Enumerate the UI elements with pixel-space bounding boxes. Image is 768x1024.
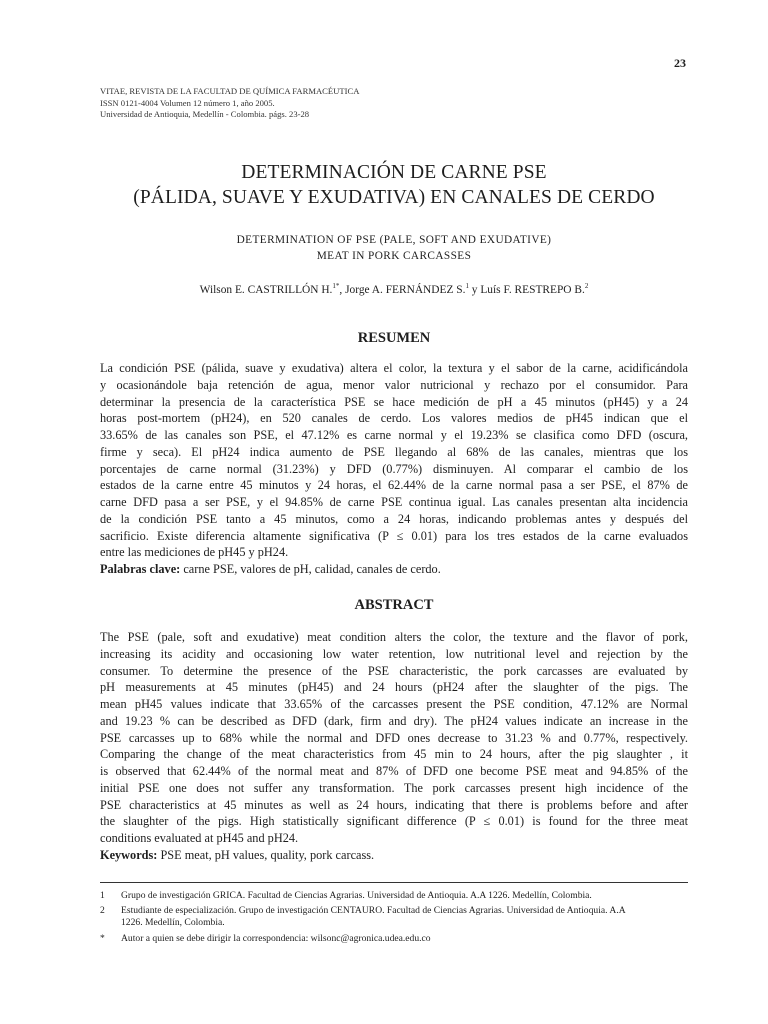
resumen-line: 33.65% de las canales son PSE, el 47.12% es carne normal y el 19.23% se clasifica como DFD (oscura,	[100, 428, 688, 442]
author-3: y Luís F. RESTREPO B.	[468, 283, 585, 296]
footnotes	[100, 890, 688, 948]
paper-subtitle-line-2: MEAT IN PORK CARCASSES	[316, 250, 472, 262]
paper-title	[60, 160, 728, 210]
abstract-line: pH measurements at 45 minutes (pH45) and 24 hours (pH24 after the slaughter of the pigs. The	[100, 680, 688, 695]
abstract-line: mean pH45 values indicate that 33.65% of the carcasses present the PSE condition, 47.12% are Normal	[100, 697, 688, 711]
page-number: 23	[674, 56, 686, 70]
paper-subtitle	[60, 232, 728, 264]
abstract-line: Comparing the change of the meat characteristics from 45 min to 24 hours, after the pig slaughter , it	[100, 747, 688, 762]
author-1: Wilson E. CASTRILLÓN H.	[199, 283, 333, 296]
resumen-keywords-text: carne PSE, valores de pH, calidad, canales de cerdo.	[180, 562, 441, 576]
journal-header	[100, 86, 560, 121]
abstract-line: PSE characteristics at 45 minutes as well as 24 hours, indicating that there is problems before and after	[100, 797, 688, 812]
paper-title-line-1: DETERMINACIÓN DE CARNE PSE	[241, 162, 547, 183]
footnote-mark: *	[100, 932, 105, 944]
footnote-corresponding	[100, 933, 688, 945]
footnote-mark: 1	[100, 890, 105, 901]
journal-institution: Universidad de Antioquia, Medellín - Colombia. págs. 23-28	[100, 109, 310, 119]
footnote-text: Estudiante de especialización. Grupo de investigación CENTAURO. Facultad de Ciencias Agrarias. Universidad de Antioquia. A.A	[121, 905, 626, 917]
resumen-line: entre las mediciones de pH45 y pH24.	[100, 545, 289, 560]
abstract-line: and 19.23 % can be described as DFD (dark, firm and dry). The pH24 values indicate an increase in the	[100, 713, 688, 728]
resumen-line: determinar la presencia de la característica PSE se hace medición de pH a 45 minutos (pH45) y a 24	[100, 394, 688, 409]
resumen-line: firme y seca). El pH24 indica aumento de PSE llegando al 68% de las canales, mientras que los	[100, 444, 688, 459]
abstract-line: The PSE (pale, soft and exudative) meat condition alters the color, the texture and the flavor of pork,	[100, 630, 688, 644]
abstract-keywords-text: PSE meat, pH values, quality, pork carcass.	[157, 847, 375, 862]
footnote-mark: 2	[100, 905, 105, 917]
journal-name: VITAE, REVISTA DE LA FACULTAD DE QUÍMICA FARMACÉUTICA	[100, 86, 360, 96]
footnote-text: Grupo de investigación GRICA. Facultad de Ciencias Agrarias. Universidad de Antioquia. A.A 1226. Medellín, Colombia.	[121, 890, 592, 901]
footnote-1	[100, 890, 688, 902]
abstract-line: the slaughter of the pigs. High statistically significant difference (P ≤ 0.01) is found for the three meat	[100, 814, 688, 829]
abstract-heading: ABSTRACT	[354, 597, 434, 613]
abstract-line: PSE carcasses up to 68% while the normal and DFD ones decrease to 31.23 % and 0.77%, respectively.	[100, 730, 688, 745]
author-3-affiliation: 2	[584, 282, 589, 290]
author-2: , Jorge A. FERNÁNDEZ S.	[339, 283, 466, 296]
abstract-line: initial PSE one does not suffer any transformation. The pork carcasses present high incidence of the	[100, 780, 688, 795]
abstract-line: consumer. To determine the presence of the PSE characteristic, the pork carcasses are evaluated by	[100, 663, 688, 678]
journal-issn: ISSN 0121-4004 Volumen 12 número 1, año 2005.	[100, 97, 275, 108]
paper-subtitle-line-1: DETERMINATION OF PSE (PALE, SOFT AND EXUDATIVE)	[236, 234, 552, 246]
author-2-affiliation: 1	[465, 282, 469, 290]
resumen-heading: RESUMEN	[357, 330, 431, 346]
resumen-line: sacrificio. Existe diferencia altamente significativa (P ≤ 0.01) para los tres estados de la carne evaluados	[100, 528, 688, 543]
resumen-keywords-label: Palabras clave:	[100, 562, 181, 576]
author-1-affiliation: 1	[332, 282, 336, 290]
abstract-keywords	[100, 847, 688, 864]
abstract-body	[100, 629, 688, 864]
abstract-line: conditions evaluated at pH45 and pH24.	[100, 831, 299, 845]
resumen-body	[100, 360, 688, 578]
resumen-line: carne DFD pasa a ser PSE, y el 94.85% de carne PSE continua igual. Las canales presentan alta incidencia	[100, 495, 688, 509]
footnote-text: Autor a quien se debe dirigir la correspondencia: wilsonc@agronica.udea.edu.co	[121, 932, 431, 944]
resumen-line: horas post-mortem (pH24), en 520 canales de cerdo. Los valores medios de pH45 indican que el	[100, 411, 688, 426]
footnote-divider	[100, 882, 688, 883]
corresponding-author-mark: *	[335, 282, 340, 290]
resumen-line: de la condición PSE tanto a 45 minutos, como a 24 horas, indicando problemas antes y después del	[100, 511, 688, 526]
footnote-2	[100, 905, 688, 929]
paper-title-line-2: (PÁLIDA, SUAVE Y EXUDATIVA) EN CANALES DE CERDO	[133, 187, 655, 208]
abstract-line: increasing its acidity and occasioning low water retention, low nutritional level and rejection by the	[100, 646, 688, 661]
author-list	[60, 282, 728, 296]
resumen-line: y ocasionándole baja retención de agua, menor valor nutricional y rechazo por el consumidor. Para	[100, 377, 688, 392]
abstract-line: is observed that 62.44% of the normal meat and 87% of DFD one become PSE meat and 94.85% of the	[100, 764, 688, 778]
resumen-line: La condición PSE (pálida, suave y exudativa) altera el color, la textura y el sabor de la carne, acidificándola	[100, 361, 688, 375]
resumen-line: estados de la carne entre 45 minutos y 24 horas, el 62.44% de la carne normal pasa a ser PSE, el 87% de	[100, 478, 688, 493]
footnote-text: 1226. Medellín, Colombia.	[121, 917, 225, 929]
resumen-keywords	[100, 561, 688, 578]
resumen-line: porcentajes de carne normal (31.23%) y DFD (0.77%) disminuyen. Al comparar el cambio de los	[100, 461, 688, 476]
abstract-keywords-label: Keywords:	[100, 847, 158, 862]
